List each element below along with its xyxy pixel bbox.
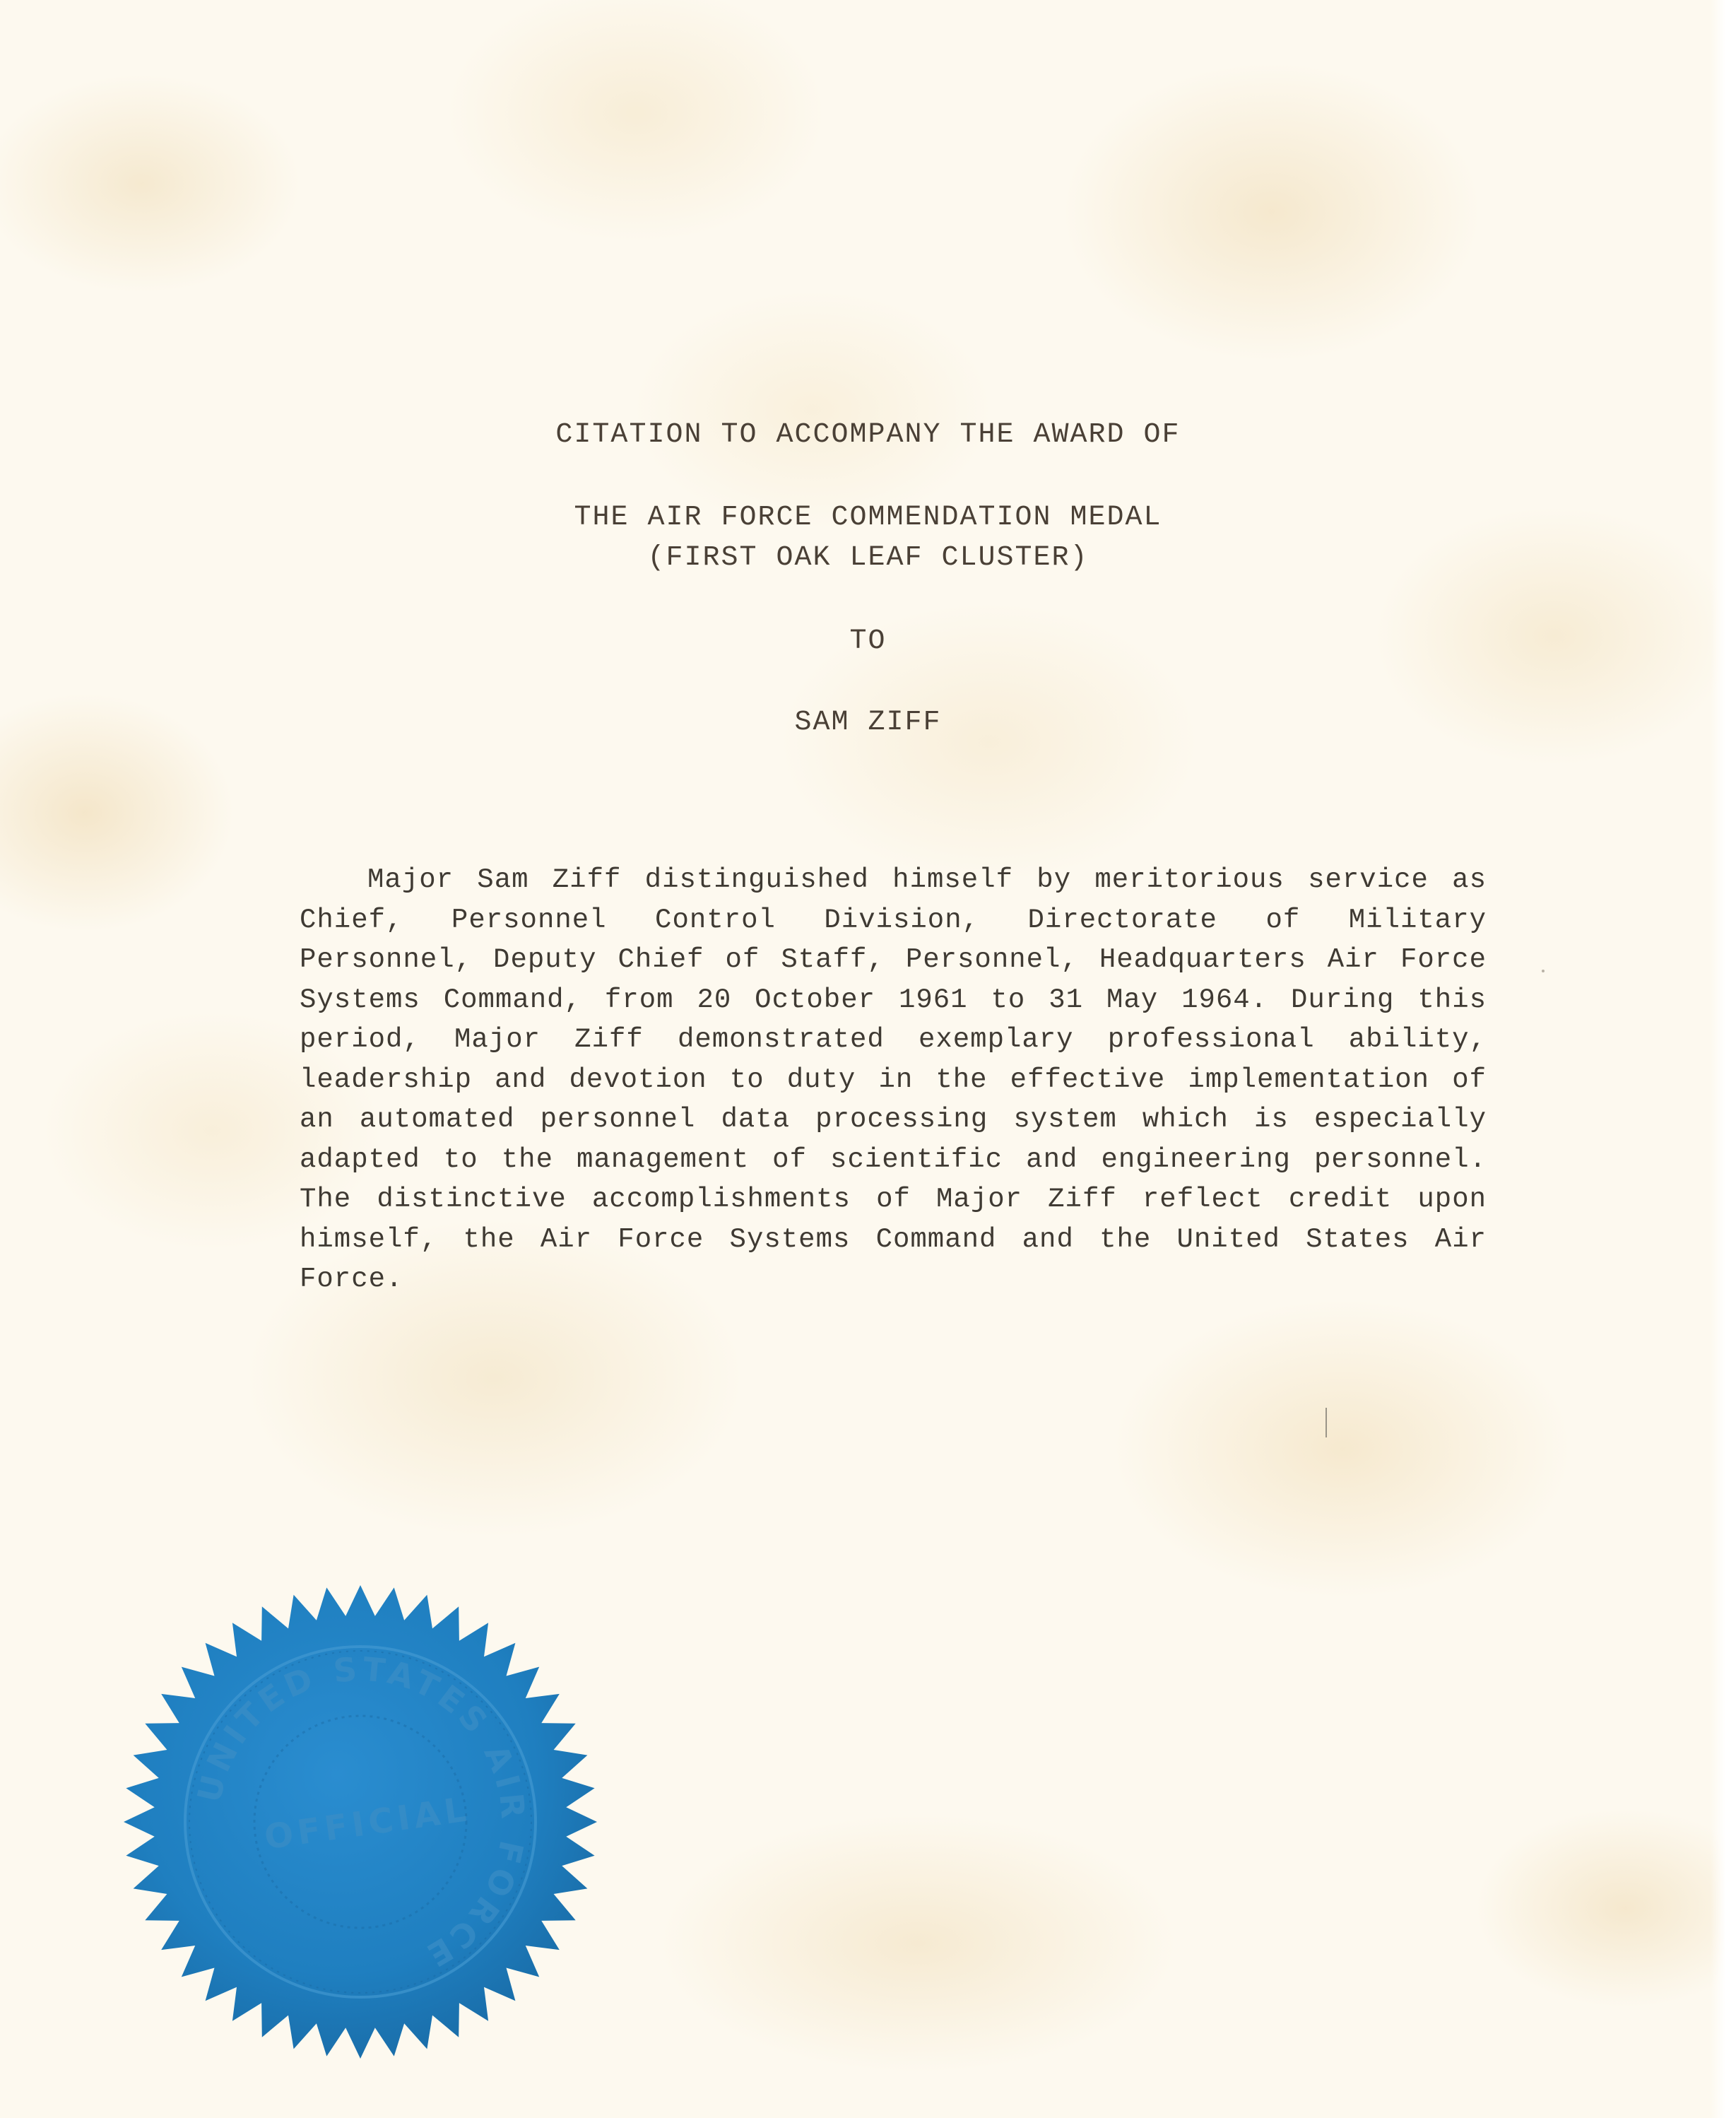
recipient-name: SAM ZIFF: [794, 707, 942, 739]
medal-name: THE AIR FORCE COMMENDATION MEDAL: [574, 502, 1162, 534]
citation-title: CITATION TO ACCOMPANY THE AWARD OF: [555, 419, 1181, 451]
official-seal: [113, 1575, 608, 2069]
stray-dot: [1542, 970, 1545, 972]
to-line: TO: [849, 625, 887, 657]
seal-icon: [113, 1575, 608, 2069]
page-edge: [1711, 0, 1736, 2118]
citation-body: Major Sam Ziff distinguished himself by meritorious service as Chief, Personnel Control Division, Directorate of Military Personnel, Deputy Chief of Staff, Personnel, Headquarters Air Force Systems Command, from 20 October 1961 to 31 May 1964. During this period, Major Ziff demonstrated exemplary professional ability, leadership and devotion to duty in the effective implementation of an automated personnel data processing system which is especially adapted to the management of scientific and engineering personnel. The distinctive accomplishments of Major Ziff reflect credit upon himself, the Air Force Systems Command and the United States Air Force.: [300, 864, 1487, 1295]
medal-cluster: (FIRST OAK LEAF CLUSTER): [647, 542, 1089, 574]
stray-pen-mark: [1325, 1408, 1327, 1437]
seal-ring-text: UNITED STATES AIR FORCE: [189, 1649, 533, 1977]
seal-center-text: OFFICIAL: [261, 1789, 473, 1858]
